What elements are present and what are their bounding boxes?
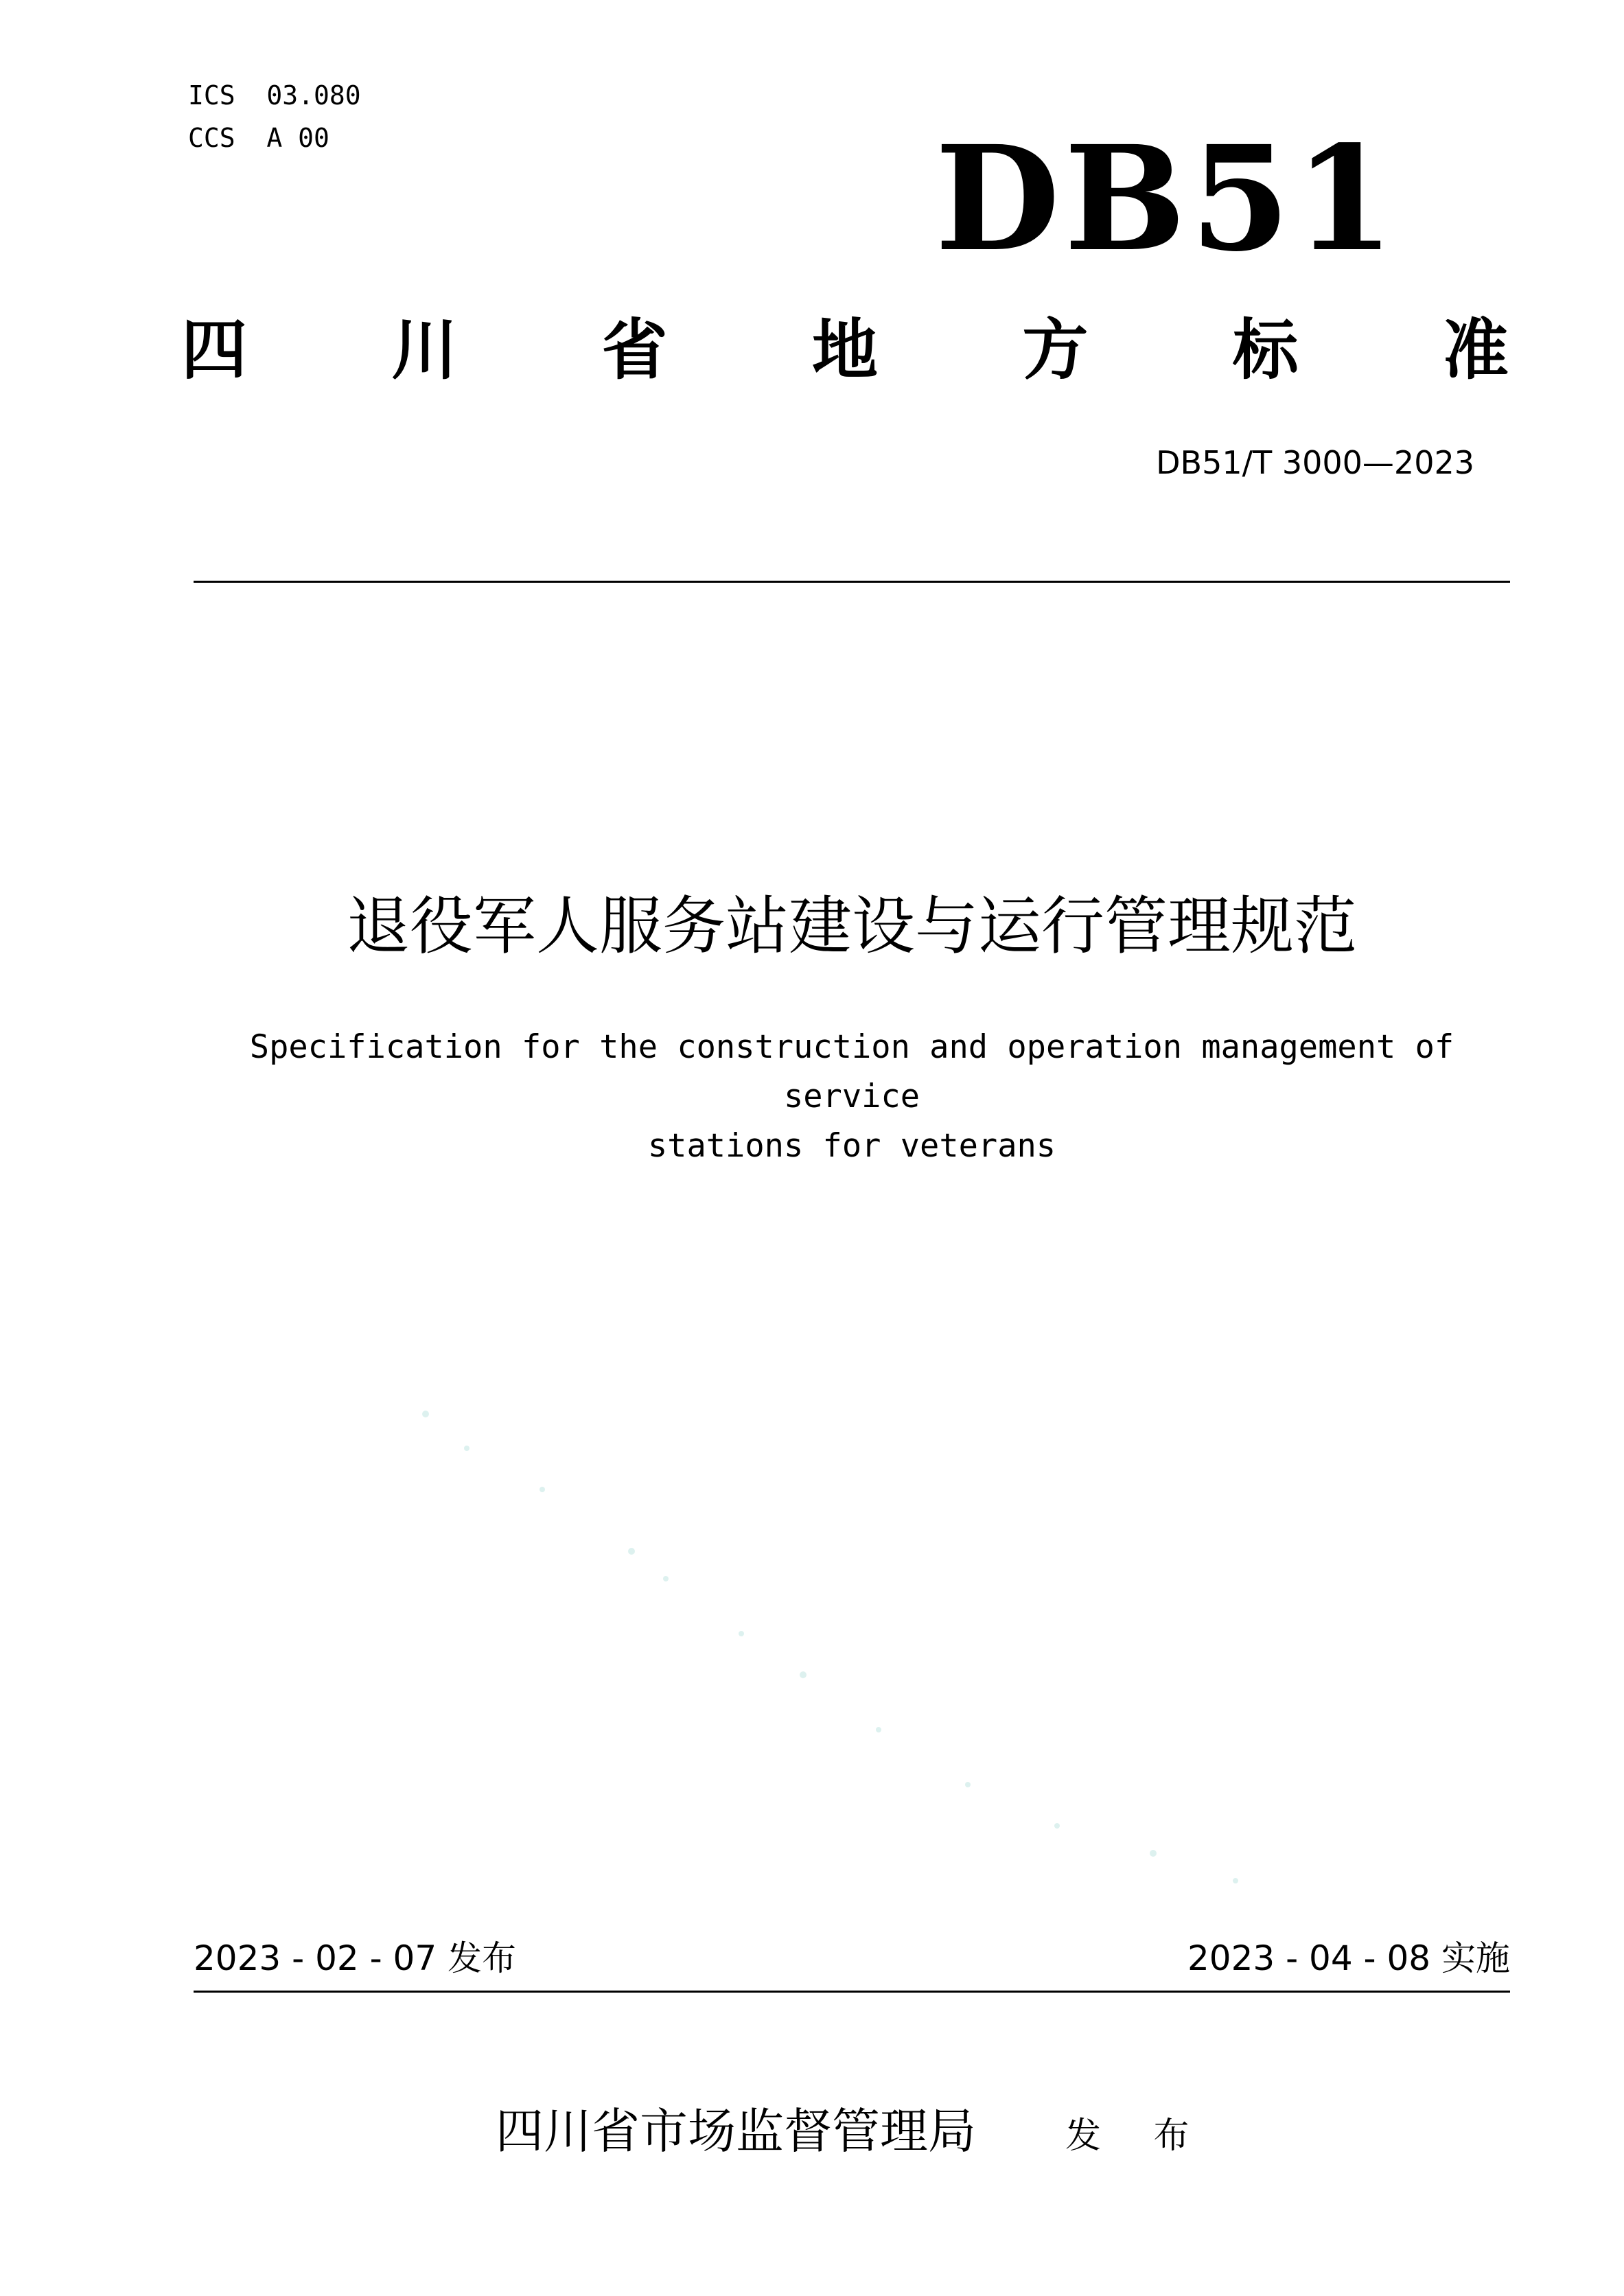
standard-type-char: 准 bbox=[1442, 312, 1509, 389]
ccs-code: CCS A 00 bbox=[188, 123, 329, 153]
issue-label: 发 布 bbox=[1065, 2115, 1210, 2157]
db51-logo: DB51 bbox=[935, 114, 1399, 283]
english-title-line: stations for veterans bbox=[647, 1127, 1056, 1165]
ics-code: ICS 03.080 bbox=[188, 80, 361, 111]
standard-type-char: 方 bbox=[1022, 312, 1089, 389]
chinese-title: 退役军人服务站建设与运行管理规范 bbox=[346, 890, 1357, 963]
standard-code: DB51/T 3000—2023 bbox=[1156, 444, 1474, 481]
implementation-date: 2023 - 04 - 08 实施 bbox=[1187, 1938, 1510, 1978]
english-title bbox=[180, 1023, 1524, 1171]
standard-type-char: 川 bbox=[391, 312, 458, 389]
issue-date: 2023 - 02 - 07 发布 bbox=[194, 1938, 517, 1978]
standard-type-char: 地 bbox=[811, 312, 878, 389]
standard-type-heading bbox=[181, 309, 1509, 391]
standard-type-char: 标 bbox=[1232, 312, 1299, 389]
english-title-line: Specification for the construction and operation management of service bbox=[249, 1028, 1454, 1115]
issuing-authority: 四川省市场监督管理局 bbox=[496, 2103, 976, 2159]
standard-type-char: 四 bbox=[181, 312, 247, 389]
header-divider bbox=[194, 581, 1510, 583]
standard-type-char: 省 bbox=[601, 312, 668, 389]
faint-watermark bbox=[384, 1373, 1277, 1908]
date-divider bbox=[194, 1991, 1510, 1993]
